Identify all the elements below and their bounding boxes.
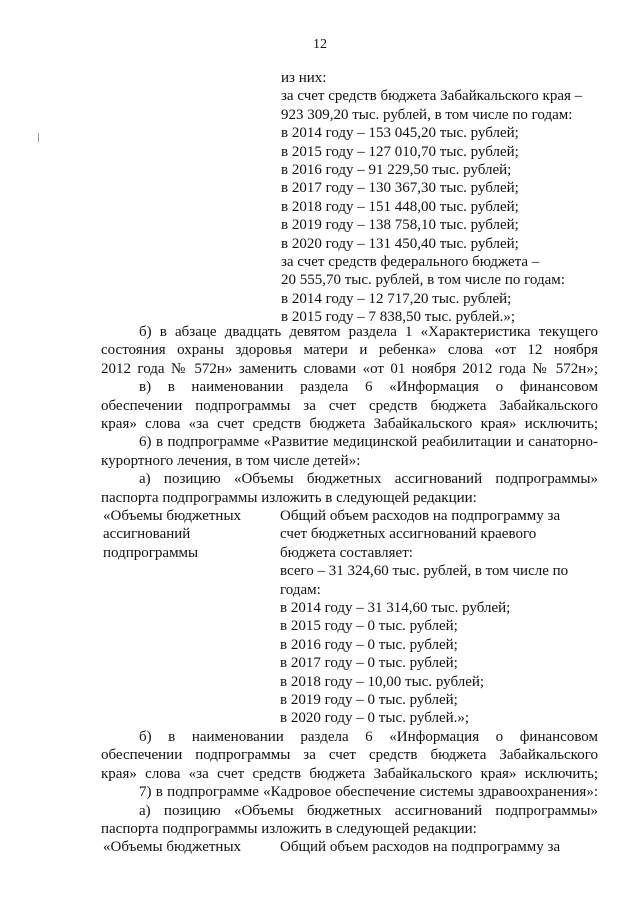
text-line: в 2020 году – 131 450,40 тыс. рублей; xyxy=(281,235,519,252)
text-line: 20 555,70 тыс. рублей, в том числе по годам: xyxy=(281,272,565,289)
text-line: Общий объем расходов на подпрограмму за xyxy=(280,839,561,855)
text-line: годам: xyxy=(280,581,321,598)
text-line: из них: xyxy=(281,70,327,86)
text-line: в 2020 году – 0 тыс. рублей.»; xyxy=(280,710,470,727)
text-line: в 2017 году – 130 367,30 тыс. рублей; xyxy=(281,180,519,197)
text-line: в 2014 году – 12 717,20 тыс. рублей; xyxy=(281,290,512,307)
text-line: Общий объем расходов на подпрограмму за xyxy=(280,508,561,524)
text-line: в 2015 году – 7 838,50 тыс. рублей.»; xyxy=(281,309,516,326)
text-line: а) позицию «Объемы бюджетных ассигнований подпрограммы» xyxy=(139,471,598,488)
text-line: края» слова «за счет средств бюджета Забайкальского края» исключить; xyxy=(101,765,598,782)
text-line: «Объемы бюджетных xyxy=(103,839,242,855)
text-line: 923 309,20 тыс. рублей, в том числе по годам: xyxy=(281,106,573,123)
text-line: обеспечении подпрограммы за счет средств бюджета Забайкальского xyxy=(101,397,598,414)
text-line: в 2014 году – 153 045,20 тыс. рублей; xyxy=(281,125,519,142)
text-line: б) в наименовании раздела 6 «Информация о финансовом xyxy=(139,729,598,745)
text-line: паспорта подпрограммы изложить в следующей редакции: xyxy=(101,821,477,838)
text-line: края» слова «за счет средств бюджета Забайкальского края» исключить; xyxy=(101,416,598,433)
text-line: в 2016 году – 0 тыс. рублей; xyxy=(280,636,458,653)
text-line: паспорта подпрограммы изложить в следующей редакции: xyxy=(101,489,477,506)
text-line: в) в наименовании раздела 6 «Информация о финансовом xyxy=(139,379,598,396)
amendments-block-1 xyxy=(101,323,598,507)
text-line: счет бюджетных ассигнований краевого xyxy=(280,526,537,543)
text-line: за счет средств бюджета Забайкальского края – xyxy=(281,88,583,105)
text-line: ассигнований xyxy=(103,526,191,543)
text-line: 6) в подпрограмме «Развитие медицинской реабилитации и санаторно- xyxy=(139,434,598,451)
text-line: в 2018 году – 10,00 тыс. рублей; xyxy=(280,673,485,690)
funding-summary-block xyxy=(281,69,582,327)
text-line: в 2019 году – 138 758,10 тыс. рублей; xyxy=(281,217,519,234)
text-line: «Объемы бюджетных xyxy=(103,508,242,524)
passport-value-2 xyxy=(280,838,560,856)
passport-label-2 xyxy=(103,838,241,856)
text-line: б) в абзаце двадцать девятом раздела 1 «Характеристика текущего xyxy=(139,324,598,340)
text-line: бюджета составляет: xyxy=(280,544,413,561)
text-line: в 2015 году – 0 тыс. рублей; xyxy=(280,618,458,635)
text-line: 7) в подпрограмме «Кадровое обеспечение системы здравоохранения»: xyxy=(139,784,598,801)
text-line: в 2019 году – 0 тыс. рублей; xyxy=(280,692,458,709)
text-line: в 2014 году – 31 314,60 тыс. рублей; xyxy=(280,600,511,617)
text-line: в 2015 году – 127 010,70 тыс. рублей; xyxy=(281,143,519,160)
text-line: в 2016 году – 91 229,50 тыс. рублей; xyxy=(281,162,512,179)
amendments-block-2 xyxy=(101,728,598,838)
text-line: состояния охраны здоровья матери и ребенка» слова «от 12 ноября xyxy=(101,342,598,359)
page-number: 12 xyxy=(313,37,327,52)
text-line: в 2018 году – 151 448,00 тыс. рублей; xyxy=(281,198,519,215)
text-line: в 2017 году – 0 тыс. рублей; xyxy=(280,655,458,672)
text-line: подпрограммы xyxy=(103,544,199,561)
passport-label-1 xyxy=(103,507,241,562)
text-line: а) позицию «Объемы бюджетных ассигнований подпрограммы» xyxy=(139,802,598,819)
scan-mark xyxy=(38,133,39,142)
passport-value-1 xyxy=(280,507,568,728)
text-line: за счет средств федерального бюджета – xyxy=(281,254,540,271)
text-line: всего – 31 324,60 тыс. рублей, в том числе по xyxy=(280,563,569,580)
text-line: обеспечении подпрограммы за счет средств бюджета Забайкальского xyxy=(101,747,598,764)
text-line: 2012 года № 572н» заменить словами «от 01 ноября 2012 года № 572н»; xyxy=(101,360,598,377)
text-line: курортного лечения, в том числе детей»: xyxy=(101,452,361,469)
